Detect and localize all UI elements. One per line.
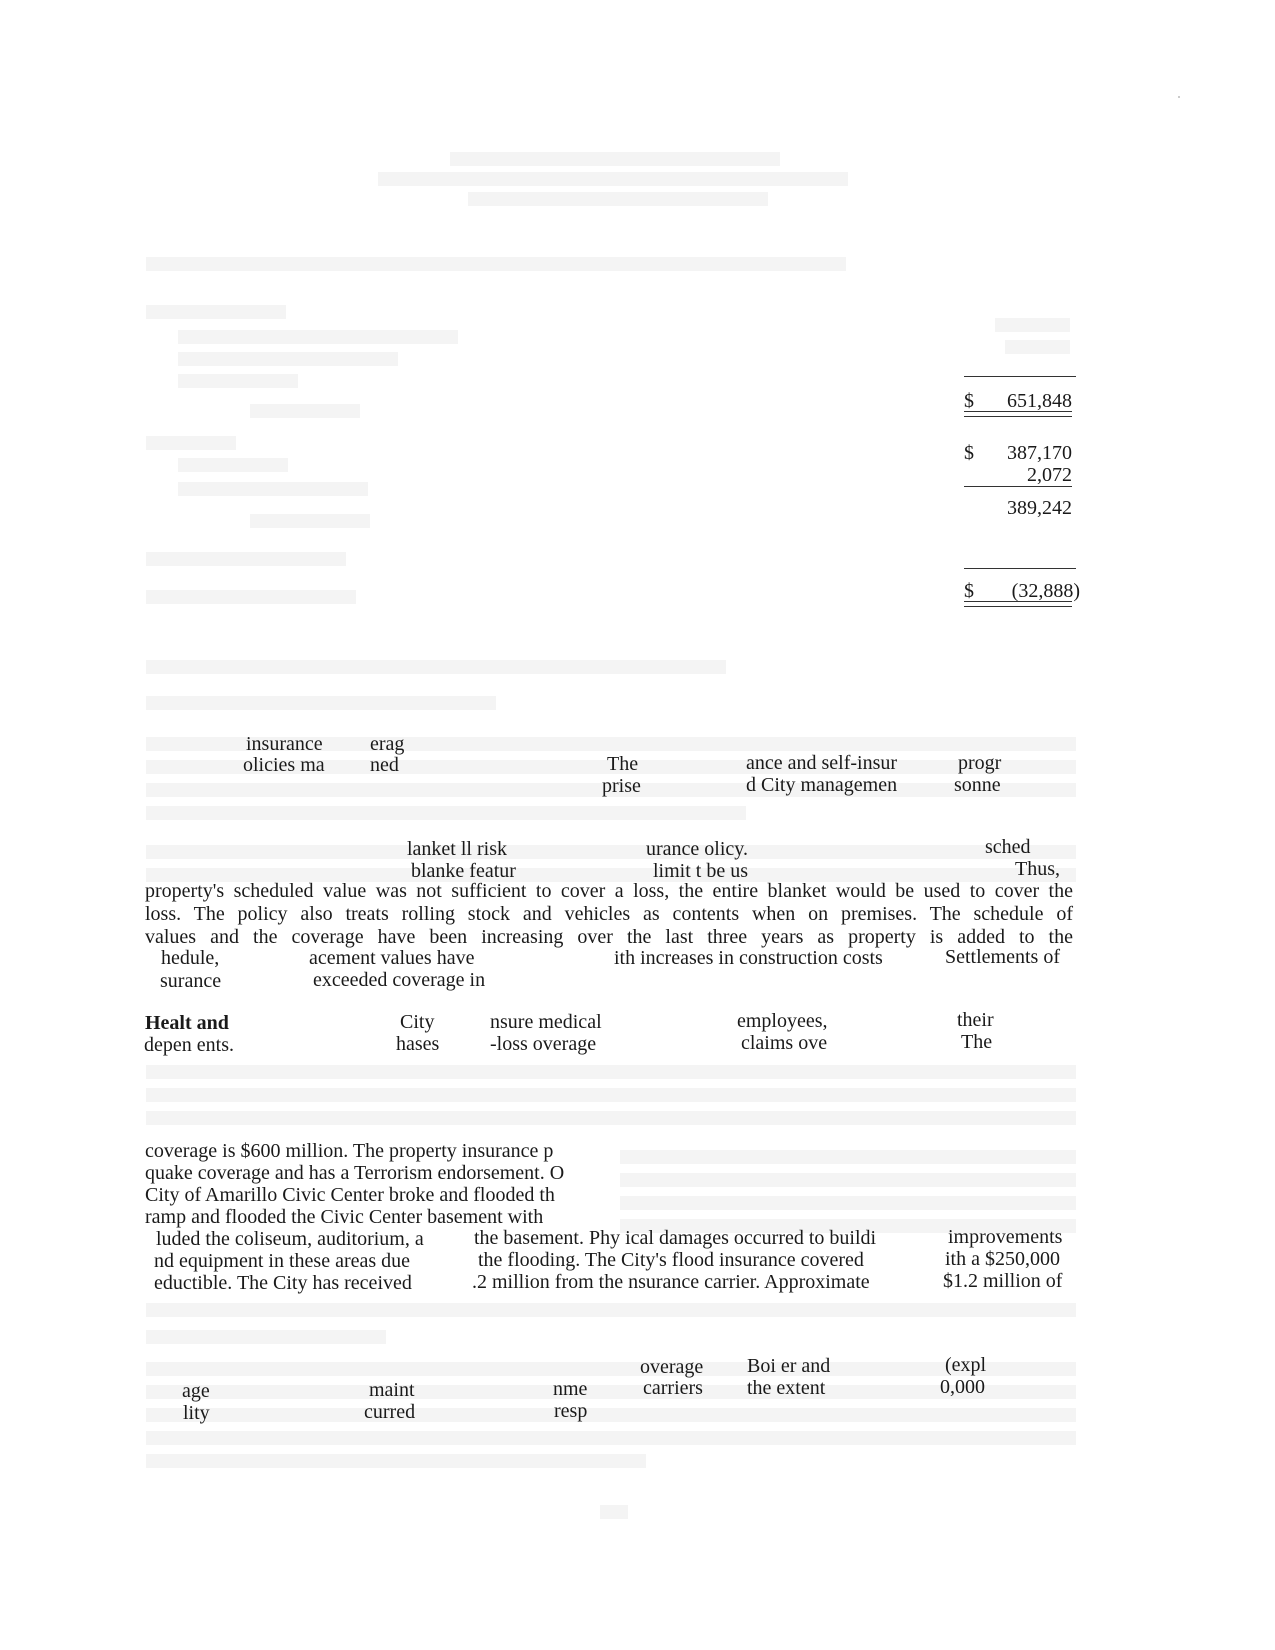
b2-line-5: values and the coverage have been increasing over the last three years as property is added to the [145,926,1073,948]
b2-line-3: property's scheduled value was not sufficient to cover a loss, the entire blanket would be used to cover the [145,880,1073,902]
faded-para-4-right-1 [620,1150,1076,1164]
faded-title-line-3 [468,192,768,206]
faded-para-5-line-5 [146,1454,646,1468]
b1-word-7: ance and self-insur [746,752,898,774]
faded-col-right-1 [995,318,1070,332]
b4-row5-3: improvements [948,1226,1063,1248]
b3-c2-2: -loss overage [490,1033,597,1055]
b4-row6-3: ith a $250,000 [945,1248,1060,1270]
faded-para-5-line-4 [146,1431,1076,1445]
amount-total: 651,848 [1007,390,1072,412]
faded-para-4-line-8 [146,1303,1076,1317]
b2-row1-3: sched [985,836,1031,858]
faded-para-3-line-5 [146,1111,1076,1125]
b2-row2-2: limit t be us [653,860,748,882]
b5-c2-1: maint [369,1379,415,1401]
b4-line-2: quake coverage and has a Terrorism endorsement. O [145,1162,565,1184]
b4-line-1: coverage is $600 million. The property insurance p [145,1140,554,1162]
b2-row2-1: blanke featur [411,860,516,882]
b3-c1-1: City [400,1011,435,1033]
scan-speck [1178,96,1180,98]
faded-para-5-line-2 [146,1385,1076,1399]
b2-row6-1: hedule, [161,947,220,969]
faded-para-2-line-1 [146,845,1076,859]
faded-para-1-line-4 [146,806,746,820]
b5-c3-2: resp [554,1400,588,1422]
b1-word-3: olicies ma [243,754,325,776]
b1-word-8: d City managemen [746,774,898,796]
b4-row7-3: $1.2 million of [943,1270,1063,1292]
b2-row6-4: Settlements of [945,946,1060,968]
faded-col-right-2 [1005,340,1070,354]
b5-c5-1: Boi er and [747,1355,831,1377]
amount-net: (32,888) [1011,580,1080,602]
faded-label-4 [178,374,298,388]
dollar-sign-a: $ [964,442,974,464]
b2-row6-3: ith increases in construction costs [614,947,883,969]
faded-para-3-line-4 [146,1088,1076,1102]
faded-title-line-1 [450,152,780,166]
faded-label-6 [146,436,236,450]
faded-label-8 [178,482,368,496]
b4-row5-1: luded the coliseum, auditorium, a [156,1228,424,1250]
faded-heading-2 [146,660,726,674]
double-underline-net [964,601,1072,607]
b5-c1-1: age [182,1380,210,1402]
faded-para-4-right-2 [620,1173,1076,1187]
faded-label-7 [178,458,288,472]
faded-label-10 [146,552,346,566]
b5-c5-2: the extent [747,1377,826,1399]
b5-c4-1: overage [640,1356,704,1378]
b5-c1-2: lity [183,1402,210,1424]
amount-b: 2,072 [1027,464,1072,486]
b3-c2-1: nsure medical [490,1011,602,1033]
faded-label-2 [178,330,458,344]
faded-label-5 [250,404,360,418]
b2-full-lines [145,880,1073,949]
dollar-sign-total: $ [964,390,974,412]
b4-line-4: ramp and flooded the Civic Center basement with [145,1206,544,1228]
b1-word-10: sonne [954,774,1001,796]
faded-header-line [146,257,846,271]
b2-row1-2: urance olicy. [646,838,748,860]
double-underline-total [964,411,1072,417]
b2-row1-1: lanket ll risk [407,838,507,860]
b4-row7-1: eductible. The City has received [154,1272,412,1294]
faded-para-5-line-1 [146,1362,1076,1376]
b4-row6-1: nd equipment in these areas due [154,1250,411,1272]
b3-heading: Healt and [145,1012,229,1034]
faded-title-line-2 [378,172,848,186]
amount-subtotal: 389,242 [1007,497,1072,519]
b5-c6-1: (expl [945,1354,987,1376]
b3-c1-2: hases [396,1033,440,1055]
b4-row7-2: .2 million from the nsurance carrier. Approximate [472,1271,870,1293]
faded-para-4-right-3 [620,1196,1076,1210]
rule-above-net [964,568,1076,569]
faded-label-9 [250,514,370,528]
b5-c6-2: 0,000 [940,1376,985,1398]
faded-para-5-line-3 [146,1408,1076,1422]
dollar-sign-net: $ [964,580,974,602]
b2-row7-1: surance [160,970,222,992]
b1-word-4: ned [370,754,399,776]
b3-c4-1: their [957,1009,994,1031]
faded-subhead-2 [146,696,496,710]
rule-above-total [964,376,1076,377]
b4-row5-2: the basement. Phy ical damages occurred to buildi [474,1227,877,1249]
amount-a: 387,170 [1007,442,1072,464]
b2-row6-2: acement values have [309,947,475,969]
b5-c4-2: carriers [643,1377,703,1399]
b3-c3-1: employees, [737,1010,828,1032]
faded-page-number [600,1505,628,1519]
faded-label-3 [178,352,398,366]
rule-below-b [964,486,1072,487]
b3-c3-2: claims ove [741,1032,828,1054]
b1-word-2: erag [370,733,405,755]
b1-word-5: The [607,753,639,775]
b2-row7-2: exceeded coverage in [313,969,486,991]
b3-row2-start: depen ents. [144,1034,234,1056]
b4-row6-2: the flooding. The City's flood insurance covered [478,1249,864,1271]
b4-line-3: City of Amarillo Civic Center broke and flooded th [145,1184,555,1206]
faded-subhead-3 [146,1330,386,1344]
faded-para-3-line-3 [146,1065,1076,1079]
b2-row2-3: Thus, [1015,858,1060,880]
b1-word-6: prise [602,775,641,797]
b5-c3-1: nme [553,1378,588,1400]
b2-line-4: loss. The policy also treats rolling stock and vehicles as contents when on premises. The schedule of [145,903,1073,925]
faded-label-11 [146,590,356,604]
b5-c2-2: curred [364,1401,416,1423]
b3-c4-2: The [961,1031,993,1053]
faded-label-1 [146,305,286,319]
b1-word-9: progr [958,752,1002,774]
b1-word-1: insurance [246,733,323,755]
